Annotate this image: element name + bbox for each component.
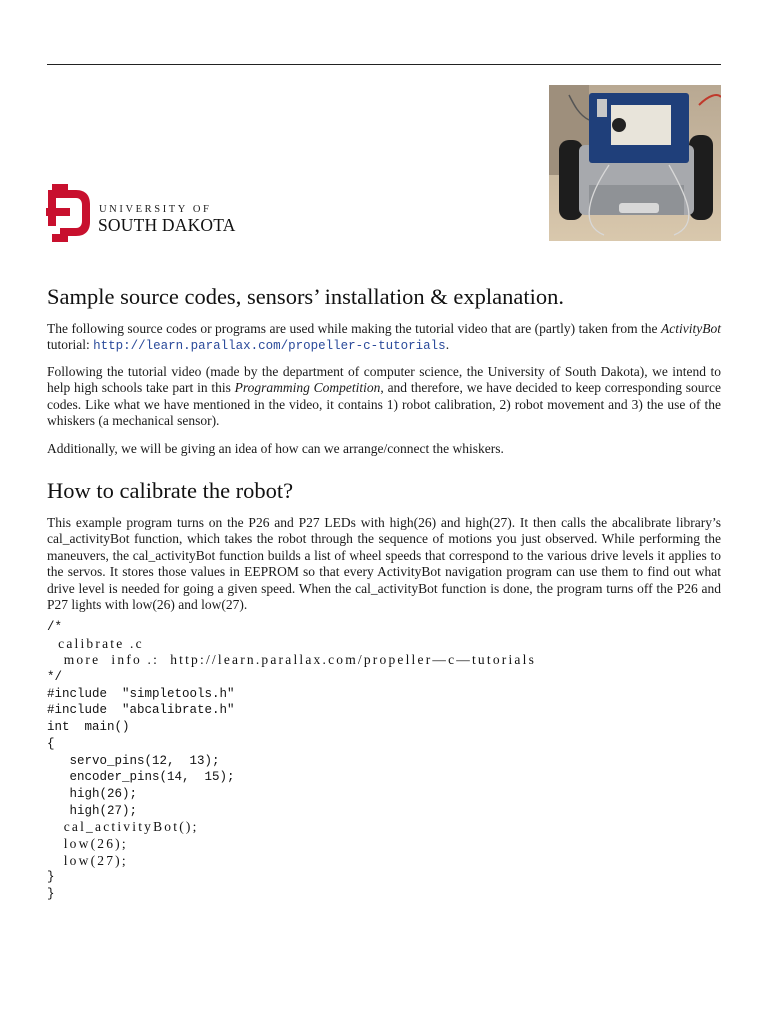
programming-competition-italic: Programming Competition [234,380,381,396]
code-line: calibrate .c [47,635,144,651]
code-block [47,619,536,903]
code-line: */ [47,670,63,685]
section-title-calibrate: How to calibrate the robot? [47,478,294,503]
code-line: low(26); [47,835,128,851]
header-rule [47,64,721,65]
code-line: #include "abcalibrate.h" [47,703,235,718]
tutorial-text-2: , and therefore, we have decided to keep corresponding source codes. Like what we have mentioned in the video, it contains 1) robot calibration, 2) robot movement and 3) the use of the whiskers (a mechanical sensor). [47,380,721,429]
code-line: high(26); [47,786,138,801]
intro-paragraph [47,321,721,355]
code-line: low(27); [47,852,128,868]
logo-south-dakota: SOUTH DAKOTA [98,215,236,235]
tutorial-paragraph [47,364,721,430]
robot-photo [549,85,721,241]
code-line: int main() [47,720,130,735]
intro-text-2: tutorial: [47,337,94,353]
code-line: #include "simpletools.h" [47,686,235,701]
code-line: { [47,736,55,751]
code-line: /* [47,620,63,634]
code-line: high(27); [47,803,138,818]
code-line: } [47,887,55,901]
intro-end: . [445,337,450,353]
calibrate-paragraph: This example program turns on the P26 and P27 LEDs with high(26) and high(27). It then calls the abcalibrate library’s cal_activityBot function, which takes the robot through the sequence of motions you just observed. While performing the maneuvers, the cal_activityBot function builds a list of wheel speeds that correspond to the various drive levels it applies to the servos. It stores those values in EEPROM so that every ActivityBot navigation program can use them to find out what drive level is needed for going a given speed. When the cal_activityBot function is done, the program turns off the P26 and P27 lights with low(26) and low(27). [47,515,721,613]
code-line: cal_activityBot(); [47,819,199,835]
code-line: servo_pins(12, 13); [47,753,220,768]
usd-sd-logo-icon [46,184,92,242]
code-line: more info .: http://learn.parallax.com/propeller—c—tutorials [47,652,537,668]
logo-university-of: UNIVERSITY OF [99,204,212,215]
section-title-sample-codes: Sample source codes, sensors’ installation & explanation. [47,284,564,309]
tutorial-text: Following the tutorial video (made by the department of computer science, the University of South Dakota), we intend to help high schools take part in this [47,364,721,396]
intro-text: The following source codes or programs are used while making the tutorial video that are (partly) taken from the [47,321,662,336]
whiskers-paragraph: Additionally, we will be giving an idea of how can we arrange/connect the whiskers. [47,441,504,456]
code-line: encoder_pins(14, 15); [47,770,235,785]
code-line: } [47,870,55,885]
usd-logo [46,184,256,244]
tutorial-link[interactable]: http://learn.parallax.com/propeller-c-tutorials [93,339,446,354]
activitybot-italic: ActivityBot [661,321,721,336]
